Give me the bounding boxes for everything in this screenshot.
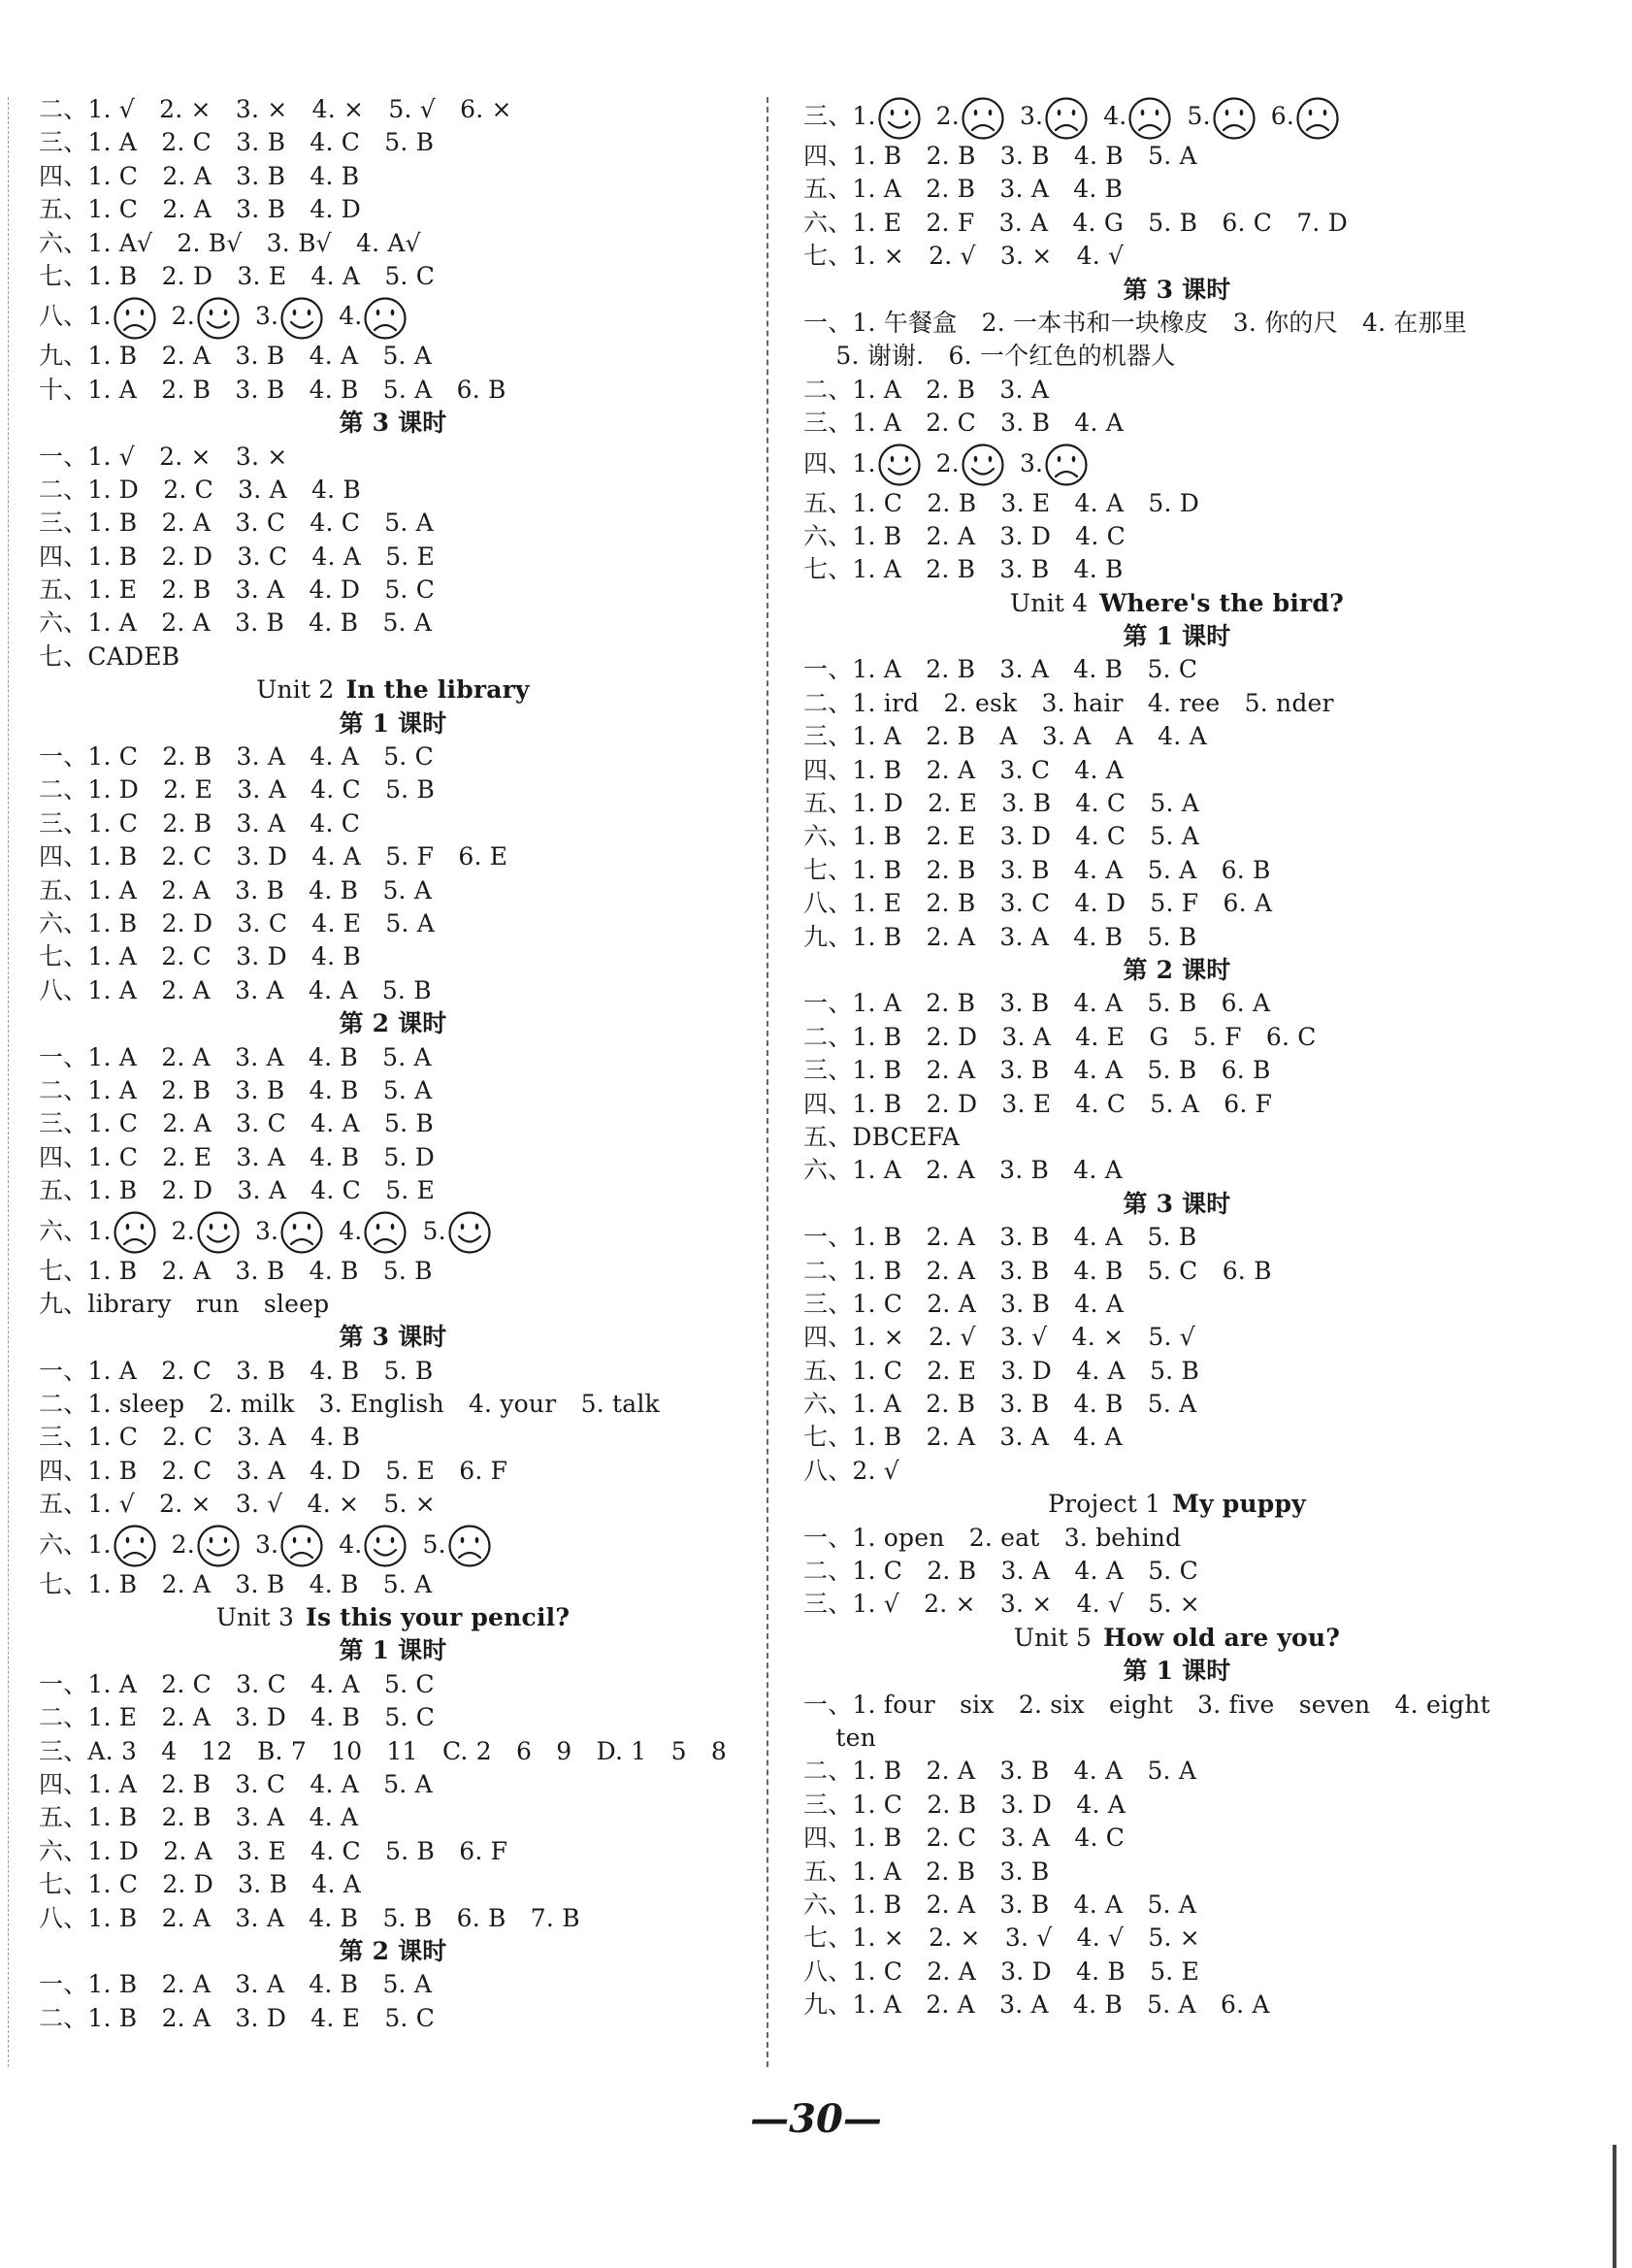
- happy-face-icon: [363, 1524, 408, 1568]
- answer-text: 八、: [39, 302, 88, 331]
- heading-text: How old are you?: [1103, 1623, 1341, 1652]
- answer-line: [39, 193, 747, 226]
- answer-text: 二、1. D 2. E 3. A 4. C 5. B: [39, 775, 436, 805]
- answer-text: 三、1. A 2. C 3. B 4. C 5. B: [39, 128, 435, 157]
- happy-face-icon: [196, 296, 241, 341]
- answer-line: [803, 1555, 1550, 1588]
- sad-face-icon: [113, 296, 157, 341]
- answer-text: 八、1. E 2. B 3. C 4. D 5. F 6. A: [803, 889, 1273, 918]
- answer-line: [39, 807, 747, 840]
- answer-text: 六、1. E 2. F 3. A 4. G 5. B 6. C 7. D: [803, 208, 1348, 237]
- sad-face-icon: [1212, 96, 1257, 141]
- answer-text: 四、1. B 2. D 3. E 4. C 5. A 6. F: [803, 1089, 1273, 1118]
- happy-face-icon: [961, 443, 1005, 487]
- section-heading: [803, 587, 1550, 620]
- section-heading: [803, 1655, 1550, 1688]
- answer-line: [803, 374, 1550, 407]
- answer-line: [803, 140, 1550, 173]
- heading-text: 第 1 课时: [339, 708, 447, 738]
- answer-line: [803, 1856, 1550, 1889]
- sad-face-icon: [279, 1524, 324, 1568]
- item-number: 4.: [339, 302, 363, 331]
- sad-face-icon: [363, 296, 408, 341]
- answer-line: [803, 173, 1550, 206]
- sad-face-icon: [1044, 96, 1089, 141]
- item-number: 5.: [422, 1529, 446, 1559]
- answer-line: [803, 820, 1550, 853]
- heading-text: In the library: [345, 675, 530, 705]
- happy-face-icon: [196, 1210, 241, 1255]
- answer-text: 九、1. B 2. A 3. A 4. B 5. B: [803, 922, 1197, 951]
- item-number: 2.: [171, 302, 195, 331]
- answer-line: [803, 1388, 1550, 1421]
- answer-line: [803, 1922, 1550, 1955]
- answer-text: 四、1. B 2. C 3. D 4. A 5. F 6. E: [39, 842, 508, 871]
- answer-text: 四、1. B 2. B 3. B 4. B 5. A: [803, 142, 1197, 170]
- answer-text: 二、1. B 2. A 3. B 4. B 5. C 6. B: [803, 1256, 1272, 1285]
- answer-line: [803, 1522, 1550, 1555]
- answer-line: [803, 1421, 1550, 1454]
- answer-text: 三、1. B 2. A 3. B 4. A 5. B 6. B: [803, 1056, 1271, 1085]
- answer-line: [803, 1789, 1550, 1822]
- column-divider: [767, 97, 768, 2067]
- answer-line: [39, 840, 747, 873]
- answer-text: 三、1. A 2. B A 3. A A 4. A: [803, 722, 1207, 751]
- answer-line: [803, 1722, 1550, 1755]
- answer-text: 六、1. A√ 2. B√ 3. B√ 4. A√: [39, 228, 421, 257]
- answer-text: 六、: [39, 1529, 88, 1559]
- answer-text: 一、1. four six 2. six eight 3. five seven 4. eight: [803, 1690, 1490, 1719]
- answer-line: [39, 1868, 747, 1901]
- section-heading: [803, 274, 1550, 307]
- answer-text: 六、1. A 2. A 3. B 4. A: [803, 1156, 1123, 1185]
- answer-text: 四、1. B 2. C 3. A 4. D 5. E 6. F: [39, 1456, 508, 1485]
- answer-text: 十、1. A 2. B 3. B 4. B 5. A 6. B: [39, 375, 506, 404]
- answer-text: 二、1. D 2. C 3. A 4. B: [39, 475, 361, 504]
- answer-column-left: [39, 93, 747, 2035]
- answer-line: [39, 1735, 747, 1768]
- item-number: 2.: [935, 448, 960, 477]
- answer-line: [803, 1221, 1550, 1254]
- answer-line: [39, 1968, 747, 2001]
- answer-line: [803, 1321, 1550, 1354]
- answer-line: [39, 1288, 747, 1321]
- answer-line: [39, 773, 747, 806]
- answer-line: [803, 307, 1550, 340]
- answer-text: 五、1. C 2. E 3. D 4. A 5. B: [803, 1356, 1200, 1385]
- answer-text: 二、1. B 2. A 3. D 4. E 5. C: [39, 2003, 436, 2032]
- answer-line: [39, 293, 747, 340]
- answer-text: 九、library run sleep: [39, 1289, 330, 1318]
- answer-text: 一、1. 午餐盒 2. 一本书和一块橡皮 3. 你的尺 4. 在那里: [803, 308, 1467, 337]
- answer-text: 五、1. A 2. A 3. B 4. B 5. A: [39, 875, 433, 904]
- answer-line: [39, 1421, 747, 1454]
- item-number: 3.: [1019, 448, 1044, 477]
- answer-line: [39, 1388, 747, 1421]
- answer-line: [39, 1668, 747, 1701]
- answer-text: 五、1. C 2. B 3. E 4. A 5. D: [803, 488, 1200, 517]
- answer-text: 九、1. B 2. A 3. B 4. A 5. A: [39, 342, 433, 371]
- item-number: 3.: [254, 302, 279, 331]
- heading-text: 第 2 课时: [1123, 955, 1231, 984]
- sad-face-icon: [1295, 96, 1340, 141]
- answer-line: [39, 1902, 747, 1935]
- sad-face-icon: [113, 1210, 157, 1255]
- item-number: 6.: [1270, 102, 1294, 130]
- answer-text: ten: [803, 1723, 876, 1752]
- answer-line: [39, 1208, 747, 1255]
- heading-text: 第 1 课时: [339, 1636, 447, 1665]
- happy-face-icon: [447, 1210, 492, 1255]
- answer-text: 一、1. A 2. B 3. A 4. B 5. C: [803, 655, 1198, 684]
- answer-text: 一、1. B 2. A 3. B 4. A 5. B: [803, 1223, 1197, 1252]
- answer-text: 二、1. ird 2. esk 3. hair 4. ree 5. nder: [803, 688, 1334, 717]
- answer-text: 八、1. A 2. A 3. A 4. A 5. B: [39, 975, 432, 1004]
- answer-line: [803, 687, 1550, 720]
- item-number: 1.: [87, 1216, 112, 1245]
- heading-text: My puppy: [1172, 1490, 1306, 1519]
- answer-line: [803, 240, 1550, 273]
- section-heading: [39, 674, 747, 707]
- answer-text: 三、1. C 2. C 3. A 4. B: [39, 1423, 361, 1452]
- answer-line: [39, 907, 747, 940]
- answer-line: [803, 93, 1550, 140]
- answer-line: [803, 1889, 1550, 1922]
- answer-text: 二、1. A 2. B 3. B 4. B 5. A: [39, 1075, 433, 1104]
- answer-line: [803, 1355, 1550, 1388]
- heading-text: 第 3 课时: [1123, 275, 1231, 304]
- answer-text: 一、1. A 2. B 3. B 4. A 5. B 6. A: [803, 989, 1271, 1018]
- heading-text: Where's the bird?: [1099, 588, 1344, 617]
- answer-text: 五、1. E 2. B 3. A 4. D 5. C: [39, 575, 436, 605]
- answer-line: [39, 541, 747, 574]
- answer-line: [39, 260, 747, 293]
- answer-line: [803, 854, 1550, 887]
- answer-line: [803, 720, 1550, 753]
- item-number: 2.: [935, 102, 960, 130]
- answer-line: [39, 1488, 747, 1521]
- answer-text: 5. 谢谢. 6. 一个红色的机器人: [803, 342, 1176, 371]
- answer-line: [39, 1107, 747, 1140]
- answer-text: 六、1. B 2. E 3. D 4. C 5. A: [803, 822, 1200, 851]
- answer-text: 五、DBCEFA: [803, 1122, 961, 1151]
- answer-text: 七、1. B 2. A 3. B 4. B 5. B: [39, 1256, 433, 1285]
- answer-line: [803, 1588, 1550, 1621]
- answer-line: [803, 887, 1550, 920]
- answer-line: [39, 740, 747, 773]
- answer-text: 二、1. √ 2. × 3. × 4. × 5. √ 6. ×: [39, 95, 512, 123]
- sad-face-icon: [279, 1210, 324, 1255]
- answer-text: 一、1. √ 2. × 3. ×: [39, 442, 288, 471]
- answer-line: [803, 1054, 1550, 1087]
- answer-line: [803, 1021, 1550, 1054]
- answer-line: [39, 874, 747, 907]
- answer-text: 九、1. A 2. A 3. A 4. B 5. A 6. A: [803, 1990, 1270, 2020]
- answer-line: [39, 160, 747, 193]
- item-number: 3.: [1019, 102, 1044, 130]
- section-heading: [39, 1634, 747, 1667]
- answer-line: [803, 921, 1550, 954]
- heading-text: 第 2 课时: [339, 1009, 447, 1038]
- sad-face-icon: [363, 1210, 408, 1255]
- answer-text: 五、1. B 2. B 3. A 4. A: [39, 1803, 359, 1832]
- answer-text: 七、CADEB: [39, 641, 180, 671]
- answer-text: 三、A. 3 4 12 B. 7 10 11 C. 2 6 9 D. 1 5 8: [39, 1736, 727, 1765]
- answer-line: [803, 1755, 1550, 1788]
- answer-line: [39, 441, 747, 474]
- answer-line: [39, 1522, 747, 1568]
- answer-text: 四、1. B 2. A 3. C 4. A: [803, 755, 1125, 784]
- answer-line: [803, 1121, 1550, 1154]
- happy-face-icon: [196, 1524, 241, 1568]
- item-number: 1.: [87, 302, 112, 331]
- unit-label: Unit 3: [215, 1603, 295, 1632]
- section-heading: [803, 620, 1550, 653]
- unit-label: Unit 2: [256, 675, 335, 705]
- answer-line: [39, 1455, 747, 1488]
- unit-label: Unit 4: [1010, 588, 1089, 617]
- answer-line: [803, 787, 1550, 820]
- answer-line: [39, 940, 747, 973]
- answer-text: 四、1. × 2. √ 3. √ 4. × 5. √: [803, 1323, 1195, 1352]
- answer-text: 五、1. A 2. B 3. B: [803, 1857, 1050, 1886]
- answer-text: 七、1. B 2. A 3. B 4. B 5. A: [39, 1569, 433, 1598]
- answer-text: 四、1. C 2. A 3. B 4. B: [39, 161, 360, 190]
- answer-text: 三、1. A 2. C 3. B 4. A: [803, 409, 1125, 438]
- answer-text: 一、1. open 2. eat 3. behind: [803, 1523, 1182, 1552]
- answer-text: 六、1. D 2. A 3. E 4. C 5. B 6. F: [39, 1836, 508, 1865]
- answer-text: 一、1. B 2. A 3. A 4. B 5. A: [39, 1970, 433, 1999]
- answer-text: 三、1. C 2. B 3. D 4. A: [803, 1790, 1126, 1819]
- answer-text: 二、1. C 2. B 3. A 4. A 5. C: [803, 1557, 1198, 1586]
- answer-line: [803, 340, 1550, 373]
- item-number: 1.: [87, 1529, 112, 1559]
- section-heading: [39, 1601, 747, 1634]
- answer-text: 三、1. C 2. A 3. C 4. A 5. B: [39, 1109, 434, 1138]
- answer-line: [803, 553, 1550, 586]
- answer-line: [39, 1355, 747, 1388]
- sad-face-icon: [1044, 443, 1089, 487]
- answer-line: [39, 1768, 747, 1801]
- answer-text: 五、1. C 2. A 3. B 4. D: [39, 195, 361, 224]
- answer-text: 三、1. B 2. A 3. C 4. C 5. A: [39, 509, 434, 538]
- answer-text: 三、1. C 2. A 3. B 4. A: [803, 1289, 1125, 1318]
- answer-text: 二、1. B 2. A 3. B 4. A 5. A: [803, 1757, 1197, 1786]
- answer-text: 一、1. C 2. B 3. A 4. A 5. C: [39, 742, 434, 772]
- answer-text: 六、1. A 2. A 3. B 4. B 5. A: [39, 608, 433, 638]
- answer-line: [39, 1255, 747, 1288]
- answer-text: 四、1. B 2. C 3. A 4. C: [803, 1824, 1126, 1853]
- sad-face-icon: [447, 1524, 492, 1568]
- item-number: 1.: [852, 102, 876, 130]
- item-number: 2.: [171, 1216, 195, 1245]
- answer-line: [803, 1689, 1550, 1722]
- answer-text: 四、1. C 2. E 3. A 4. B 5. D: [39, 1142, 436, 1171]
- answer-text: 六、1. B 2. A 3. D 4. C: [803, 521, 1126, 550]
- answer-line: [803, 653, 1550, 686]
- answer-text: 一、1. A 2. A 3. A 4. B 5. A: [39, 1042, 432, 1071]
- answer-text: 六、: [39, 1216, 88, 1245]
- answer-text: 四、1. B 2. D 3. C 4. A 5. E: [39, 542, 436, 571]
- section-heading: [803, 1622, 1550, 1655]
- answer-line: [803, 407, 1550, 440]
- item-number: 4.: [1103, 102, 1127, 130]
- answer-text: 七、1. B 2. D 3. E 4. A 5. C: [39, 261, 436, 290]
- answer-text: 二、1. sleep 2. milk 3. English 4. your 5. talk: [39, 1390, 660, 1419]
- sad-face-icon: [961, 96, 1005, 141]
- section-heading: [803, 1188, 1550, 1221]
- answer-text: 二、1. E 2. A 3. D 4. B 5. C: [39, 1703, 436, 1732]
- left-dashed-edge: [8, 97, 9, 2067]
- answer-text: 五、1. B 2. D 3. A 4. C 5. E: [39, 1176, 436, 1205]
- item-number: 4.: [339, 1529, 363, 1559]
- section-heading: [39, 707, 747, 740]
- answer-line: [39, 227, 747, 260]
- item-number: 2.: [171, 1529, 195, 1559]
- answer-line: [803, 1288, 1550, 1321]
- answer-line: [39, 474, 747, 507]
- answer-line: [803, 1255, 1550, 1288]
- answer-text: 四、: [803, 448, 853, 477]
- answer-line: [803, 520, 1550, 553]
- answer-line: [39, 1074, 747, 1107]
- heading-text: 第 2 课时: [339, 1936, 447, 1965]
- answer-line: [803, 1088, 1550, 1121]
- heading-text: 第 1 课时: [1123, 1657, 1231, 1686]
- answer-text: 六、1. B 2. D 3. C 4. E 5. A: [39, 908, 436, 937]
- answer-line: [39, 1835, 747, 1868]
- answer-line: [39, 607, 747, 640]
- answer-text: 七、1. × 2. √ 3. × 4. √: [803, 242, 1125, 271]
- answer-text: 六、1. A 2. B 3. B 4. B 5. A: [803, 1390, 1197, 1419]
- answer-text: 二、1. B 2. D 3. A 4. E G 5. F 6. C: [803, 1022, 1317, 1051]
- answer-text: 五、1. D 2. E 3. B 4. C 5. A: [803, 789, 1200, 818]
- happy-face-icon: [877, 443, 922, 487]
- answer-line: [803, 441, 1550, 487]
- happy-face-icon: [279, 296, 324, 341]
- answer-line: [39, 1568, 747, 1601]
- heading-text: Is this your pencil?: [306, 1603, 571, 1632]
- answer-text: 七、1. × 2. × 3. √ 4. √ 5. ×: [803, 1923, 1200, 1953]
- answer-line: [39, 126, 747, 159]
- answer-text: 八、1. C 2. A 3. D 4. B 5. E: [803, 1956, 1200, 1986]
- answer-text: 三、1. √ 2. × 3. × 4. √ 5. ×: [803, 1590, 1200, 1619]
- answer-text: 八、1. B 2. A 3. A 4. B 5. B 6. B 7. B: [39, 1903, 580, 1932]
- answer-line: [803, 1956, 1550, 1989]
- unit-label: Project 1: [1048, 1490, 1161, 1519]
- answer-line: [39, 374, 747, 407]
- answer-text: 一、1. A 2. C 3. B 4. B 5. B: [39, 1356, 434, 1385]
- section-heading: [803, 1488, 1550, 1521]
- section-heading: [39, 1321, 747, 1354]
- item-number: 5.: [422, 1216, 446, 1245]
- heading-text: 第 3 课时: [1123, 1189, 1231, 1218]
- answer-line: [39, 641, 747, 674]
- answer-line: [803, 754, 1550, 787]
- answer-line: [803, 487, 1550, 520]
- answer-line: [39, 1701, 747, 1734]
- section-heading: [39, 407, 747, 440]
- answer-line: [39, 974, 747, 1007]
- answer-column-right: [803, 93, 1550, 2021]
- answer-line: [39, 1801, 747, 1834]
- answer-text: 四、1. A 2. B 3. C 4. A 5. A: [39, 1769, 433, 1798]
- page-number: —30—: [750, 2096, 882, 2142]
- answer-text: 二、1. A 2. B 3. A: [803, 375, 1050, 404]
- item-number: 5.: [1187, 102, 1211, 130]
- section-heading: [39, 1007, 747, 1040]
- section-heading: [803, 954, 1550, 987]
- answer-text: 一、1. A 2. C 3. C 4. A 5. C: [39, 1669, 435, 1698]
- item-number: 4.: [339, 1216, 363, 1245]
- answer-text: 七、1. B 2. B 3. B 4. A 5. A 6. B: [803, 855, 1271, 884]
- item-number: 1.: [852, 448, 876, 477]
- answer-text: 六、1. B 2. A 3. B 4. A 5. A: [803, 1890, 1197, 1919]
- answer-line: [39, 507, 747, 540]
- answer-line: [803, 207, 1550, 240]
- sad-face-icon: [113, 1524, 157, 1568]
- answer-text: 七、1. C 2. D 3. B 4. A: [39, 1870, 361, 1899]
- happy-face-icon: [877, 96, 922, 141]
- answer-line: [39, 93, 747, 126]
- answer-text: 七、1. A 2. B 3. B 4. B: [803, 555, 1124, 584]
- answer-text: 五、1. A 2. B 3. A 4. B: [803, 175, 1124, 204]
- page-edge-bar: [1613, 2145, 1616, 2268]
- answer-text: 七、1. B 2. A 3. A 4. A: [803, 1423, 1123, 1452]
- answer-line: [39, 2002, 747, 2035]
- answer-text: 三、1. C 2. B 3. A 4. C: [39, 808, 361, 838]
- answer-text: 七、1. A 2. C 3. D 4. B: [39, 942, 361, 971]
- heading-text: 第 3 课时: [339, 409, 447, 438]
- answer-text: 八、2. √: [803, 1456, 899, 1485]
- item-number: 3.: [254, 1216, 279, 1245]
- section-heading: [39, 1935, 747, 1968]
- answer-line: [803, 1822, 1550, 1855]
- answer-text: 五、1. √ 2. × 3. √ 4. × 5. ×: [39, 1490, 436, 1519]
- answer-line: [39, 574, 747, 607]
- answer-line: [803, 987, 1550, 1020]
- unit-label: Unit 5: [1013, 1623, 1093, 1652]
- item-number: 3.: [254, 1529, 279, 1559]
- answer-line: [803, 1154, 1550, 1187]
- answer-line: [39, 1041, 747, 1074]
- answer-line: [803, 1989, 1550, 2021]
- sad-face-icon: [1127, 96, 1172, 141]
- answer-text: 三、: [803, 102, 853, 130]
- heading-text: 第 1 课时: [1123, 622, 1231, 651]
- heading-text: 第 3 课时: [339, 1323, 447, 1352]
- answer-line: [803, 1455, 1550, 1488]
- answer-line: [39, 1174, 747, 1207]
- answer-line: [39, 340, 747, 373]
- answer-line: [39, 1141, 747, 1174]
